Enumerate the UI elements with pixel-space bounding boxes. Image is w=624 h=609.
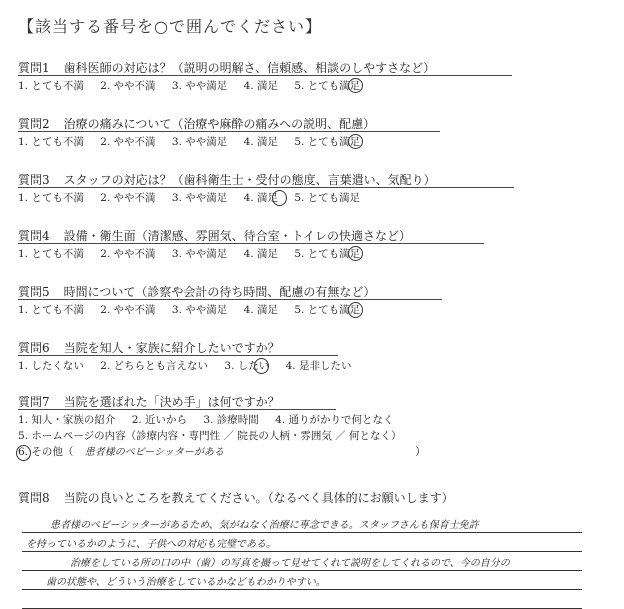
question-underline bbox=[18, 243, 484, 244]
option-row bbox=[18, 134, 538, 150]
question-3 bbox=[18, 172, 538, 206]
option-1[interactable]: 1. したくない bbox=[18, 360, 84, 372]
question-text: 歯科医師の対応は？（説明の明解さ、信頼感、相談のしやすさなど） bbox=[63, 61, 436, 75]
question-number: 質問1 bbox=[18, 61, 50, 75]
question-text: 治療の痛みについて（治療や麻酔の痛みへの説明、配慮） bbox=[63, 117, 376, 131]
option-3[interactable]: 3. 診療時間 bbox=[203, 414, 259, 426]
selection-circle bbox=[16, 445, 31, 461]
question-text: 設備・衛生面（清潔感、雰囲気、待合室・トイレの快適さなど） bbox=[63, 229, 412, 243]
option-3[interactable]: 3. やや満足 bbox=[171, 192, 228, 204]
option-1[interactable]: 1. とても不満 bbox=[18, 248, 84, 260]
selection-circle bbox=[272, 190, 287, 206]
option-1[interactable]: 1. 知人・家族の紹介 bbox=[18, 414, 116, 426]
question-underline bbox=[18, 75, 512, 76]
option-5[interactable]: 5. ホームページの内容（診療内容・専門性 ／ 院長の人柄・雰囲気 ／ 何となく） bbox=[18, 430, 402, 442]
question-underline bbox=[18, 131, 440, 132]
question-text: 時間について（診察や会計の待ち時間、配慮の有無など） bbox=[63, 285, 376, 299]
question-number: 質問4 bbox=[18, 229, 50, 243]
option-5[interactable]: 5. とても満足 bbox=[294, 136, 361, 148]
answer-line: 歯の状態や、どういう治療をしているかなどもわかりやすい。 bbox=[22, 571, 582, 590]
option-3[interactable]: 3. やや満足 bbox=[171, 80, 228, 92]
answer-line bbox=[22, 590, 582, 609]
option-2[interactable]: 2. どちらとも言えない bbox=[100, 360, 209, 372]
option-4[interactable]: 4. 満足 bbox=[243, 248, 278, 260]
option-6[interactable]: 6. その他（ bbox=[18, 446, 74, 458]
question-text: 当院の良いところを教えてください。（なるべく具体的にお願いします） bbox=[63, 491, 454, 505]
question-number: 質問6 bbox=[18, 341, 50, 355]
option-5[interactable]: 5. とても満足 bbox=[294, 80, 361, 92]
option-2[interactable]: 2. やや不満 bbox=[100, 248, 156, 260]
question-number: 質問3 bbox=[18, 173, 50, 187]
option-4[interactable]: 4. 満足 bbox=[243, 192, 278, 204]
option-5[interactable]: 5. とても満足 bbox=[294, 248, 361, 260]
question-8 bbox=[18, 490, 538, 506]
question-1 bbox=[18, 60, 538, 94]
option-4[interactable]: 4. 是非したい bbox=[285, 360, 352, 372]
answer-line: 患者様のペビーシッターがあるため、気がねなく治療に専念できる。スタッフさんも保育士免許 bbox=[22, 514, 582, 533]
option-row bbox=[18, 78, 538, 94]
option-5[interactable]: 5. とても満足 bbox=[294, 192, 361, 204]
selection-circle bbox=[348, 134, 363, 149]
selection-circle bbox=[254, 358, 269, 374]
question-2 bbox=[18, 116, 538, 150]
question-number: 質問2 bbox=[18, 117, 50, 131]
selection-circle bbox=[348, 302, 363, 318]
option-3[interactable]: 3. やや満足 bbox=[171, 136, 228, 148]
option-4[interactable]: 4. 満足 bbox=[243, 80, 278, 92]
free-answer-area[interactable] bbox=[22, 514, 582, 609]
question-underline bbox=[18, 299, 442, 300]
option-row bbox=[18, 302, 538, 318]
question-number: 質問8 bbox=[18, 491, 50, 505]
option-2[interactable]: 2. やや不満 bbox=[100, 80, 156, 92]
option-2[interactable]: 2. やや不満 bbox=[100, 304, 156, 316]
option-3[interactable]: 3. やや満足 bbox=[171, 248, 228, 260]
option-1[interactable]: 1. とても不満 bbox=[18, 192, 84, 204]
option-4[interactable]: 4. 満足 bbox=[243, 304, 278, 316]
question-5 bbox=[18, 284, 538, 318]
question-underline bbox=[18, 355, 338, 356]
option-2[interactable]: 2. やや不満 bbox=[100, 192, 156, 204]
option-2[interactable]: 2. やや不満 bbox=[100, 136, 156, 148]
question-6 bbox=[18, 340, 538, 374]
option-row bbox=[18, 246, 538, 262]
selection-circle bbox=[348, 246, 363, 261]
question-7 bbox=[18, 394, 538, 461]
question-underline bbox=[18, 409, 336, 410]
question-text: 当院を知人・家族に紹介したいですか？ bbox=[63, 341, 280, 355]
option-4[interactable]: 4. 満足 bbox=[243, 136, 278, 148]
selection-circle bbox=[348, 78, 363, 93]
option-3[interactable]: 3. やや満足 bbox=[171, 304, 228, 316]
option-row bbox=[18, 412, 538, 428]
option-1[interactable]: 1. とても不満 bbox=[18, 80, 84, 92]
option-1[interactable]: 1. とても不満 bbox=[18, 304, 84, 316]
answer-line: を持っているかのように、子供への対応も完璧である。 bbox=[22, 533, 582, 552]
question-number: 質問7 bbox=[18, 395, 50, 409]
question-underline bbox=[18, 187, 514, 188]
question-number: 質問5 bbox=[18, 285, 50, 299]
option-6-row bbox=[18, 444, 538, 461]
option-2[interactable]: 2. 近いから bbox=[131, 414, 188, 426]
question-text: 当院を選ばれた「決め手」は何ですか？ bbox=[63, 395, 280, 409]
option-row bbox=[18, 358, 538, 374]
option-3[interactable]: 3. したい bbox=[224, 360, 270, 372]
question-4 bbox=[18, 228, 538, 262]
option-5[interactable]: 5. とても満足 bbox=[294, 304, 361, 316]
option-4[interactable]: 4. 通りがかりで何となく bbox=[275, 414, 394, 426]
form-header: 【該当する番号を○で囲んでください】 bbox=[18, 17, 322, 36]
option-6-close: ） bbox=[415, 446, 426, 458]
answer-line: 治療をしている所の口の中（歯）の写真を撮って見せてくれて説明をしてくれるので、今の自分の bbox=[22, 552, 582, 571]
handwritten-other-answer: 患者様のペビーシッターがある bbox=[84, 447, 224, 458]
option-1[interactable]: 1. とても不満 bbox=[18, 136, 84, 148]
question-text: スタッフの対応は？（歯科衛生士・受付の態度、言葉遣い、気配り） bbox=[63, 173, 436, 187]
